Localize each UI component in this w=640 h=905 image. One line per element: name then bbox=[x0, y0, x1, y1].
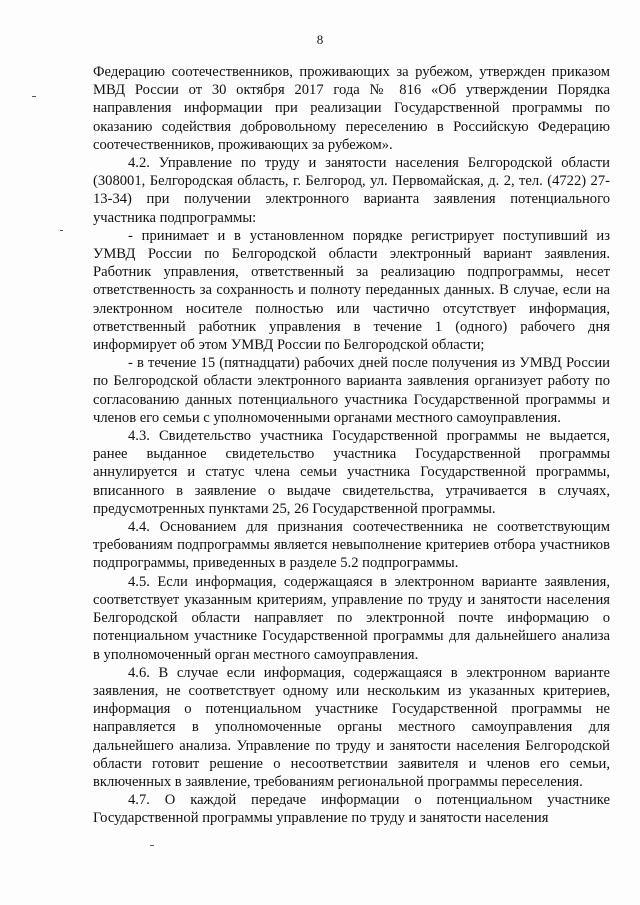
paragraph-4-2-item-2: - в течение 15 (пятнадцати) рабочих дней после получения из УМВД России по Белгородской области электронного варианта заявления организует работу по согласованию данных потенциального участника Государственной программы и членов его семьи с уполномоченными органами местного самоуправления. bbox=[93, 355, 610, 426]
scan-mark bbox=[60, 230, 63, 231]
paragraph-continuation: Федерацию соотечественников, проживающих за рубежом, утвержден приказом МВД России от 30 октября 2017 года № 816 «Об утверждении Порядка направления информации при реализации Государственной программы по оказанию содействия добровольному переселению в Российскую Федерацию соотечественников, проживающих за рубежом». bbox=[93, 64, 610, 153]
paragraph-4-5: 4.5. Если информация, содержащаяся в электронном варианте заявления, соответствует указанным критериям, управление по труду и занятости населения Белгородской области направляет по электронной почте информацию о потенциальном участнике Государственной программы для дальнейшего анализа в уполномоченный орган местного самоуправления. bbox=[93, 573, 610, 663]
document-body bbox=[93, 63, 610, 828]
scan-mark bbox=[32, 96, 36, 97]
paragraph-4-7: 4.7. О каждой передаче информации о потенциальном участнике Государственной программы управление по труду и занятости населения bbox=[93, 792, 610, 827]
paragraph-4-2-item-1: - принимает и в установленном порядке регистрирует поступивший из УМВД России по Белгородской области электронный вариант заявления. Работник управления, ответственный за реализацию подпрограммы, несет ответственность за сохранность и полноту переданных данных. В случае, если на электронном носителе полностью или частично отсутствует информация, ответственный работник управления в течение 1 (одного) рабочего дня информирует об этом УМВД России по Белгородской области; bbox=[93, 227, 610, 354]
paragraph-4-2: 4.2. Управление по труду и занятости населения Белгородской области (308001, Белгородская область, г. Белгород, ул. Первомайская, д. 2, тел. (4722) 27-13-34) при получении электронного варианта заявления потенциального участника подпрограммы: bbox=[93, 155, 610, 226]
scan-mark bbox=[150, 845, 154, 846]
paragraph-4-6: 4.6. В случае если информация, содержащаяся в электронном варианте заявления, не соответствует одному или нескольким из указанных критериев, информация о потенциальном участнике Государственной программы не направляется в уполномоченные органы местного самоуправления для дальнейшего анализа. Управление по труду и занятости населения Белгородской области готовит решение о несоответствии заявителя и членов его семьи, включенных в заявление, требованиям региональной программы переселения. bbox=[93, 664, 610, 790]
paragraph-4-3: 4.3. Свидетельство участника Государственной программы не выдается, ранее выданное свидетельство участника Государственной программы аннулируется и статус члена семьи участника Государственной программы, вписанного в заявление о выдаче свидетельства, утрачивается в случаях, предусмотренных пунктами 25, 26 Государственной программы. bbox=[93, 428, 610, 517]
page-number: 8 bbox=[316, 32, 324, 47]
paragraph-4-4: 4.4. Основанием для признания соотечественника не соответствующим требованиям подпрограммы является невыполнение критериев отбора участников подпрограммы, приведенных в разделе 5.2 подпрограммы. bbox=[93, 519, 610, 572]
